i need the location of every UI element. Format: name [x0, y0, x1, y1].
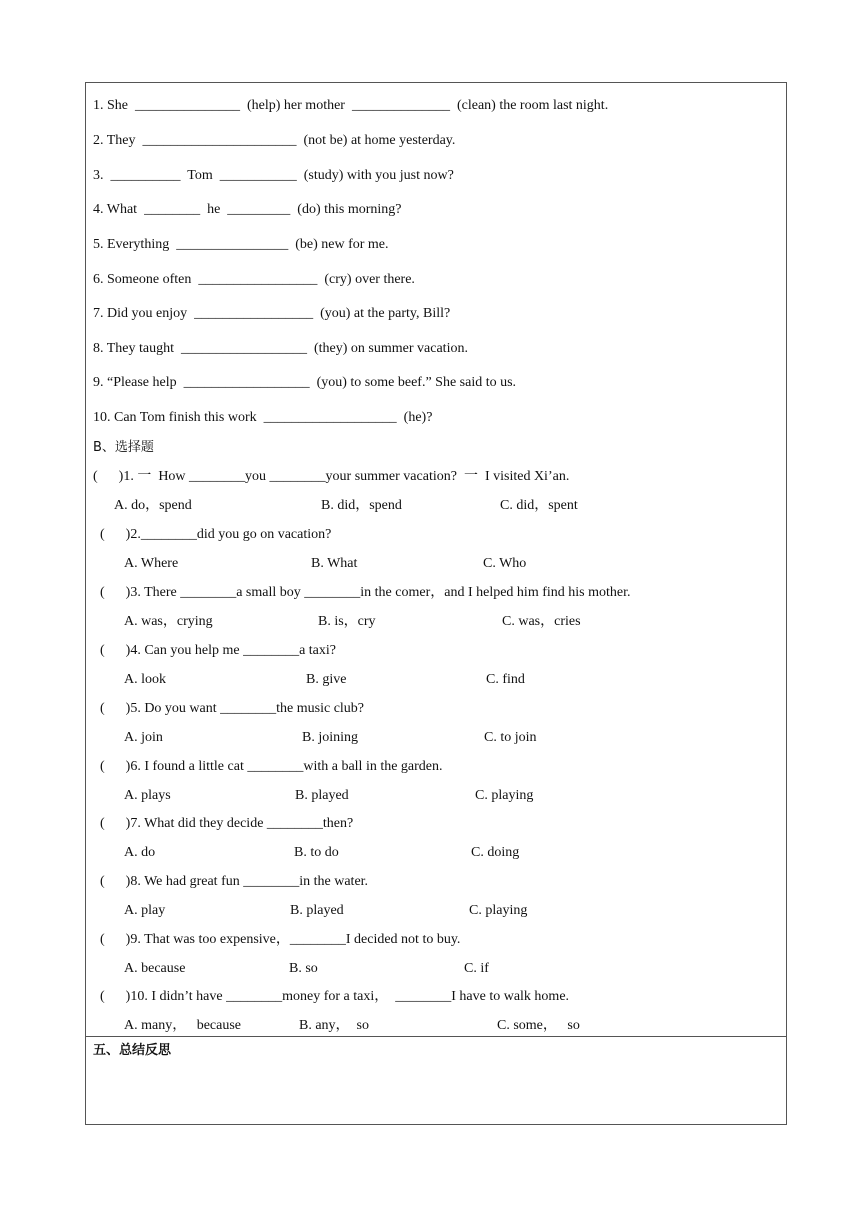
choice-option-b: B. played	[290, 903, 344, 918]
choice-option-c: C. did，spent	[500, 498, 578, 513]
choice-option-a: A. plays	[124, 788, 171, 803]
choice-question-3: ( )3. There ________a small boy ________in the comer，and I helped him find his mother.	[100, 585, 631, 600]
choice-option-b: B. What	[311, 556, 358, 571]
choice-option-b: B. so	[289, 961, 318, 976]
choice-question-7: ( )7. What did they decide ________then?	[100, 816, 354, 831]
fill-in-question-10: 10. Can Tom finish this work ___________________ (he)?	[93, 410, 433, 425]
choice-question-10: ( )10. I didn’t have ________money for a taxi， ________I have to walk home.	[100, 989, 570, 1004]
section-b-title: B、选择题	[93, 440, 154, 455]
choice-option-c: C. doing	[471, 845, 520, 860]
choice-option-a: A. do，spend	[114, 498, 192, 513]
choice-option-a: A. many， because	[124, 1018, 242, 1033]
choice-option-a: A. play	[124, 903, 166, 918]
choice-option-a: A. Where	[124, 556, 179, 571]
choice-option-c: C. was，cries	[502, 614, 581, 629]
choice-option-b: B. any， so	[299, 1018, 369, 1033]
choice-option-b: B. is，cry	[318, 614, 376, 629]
fill-in-question-7: 7. Did you enjoy _________________ (you) at the party, Bill?	[93, 306, 451, 321]
choice-question-6: ( )6. I found a little cat ________with a ball in the garden.	[100, 759, 443, 774]
fill-in-question-2: 2. They ______________________ (not be) at home yesterday.	[93, 133, 456, 148]
choice-option-b: B. to do	[294, 845, 339, 860]
choice-option-c: C. Who	[483, 556, 527, 571]
choice-question-1: ( )1. 一 How ________you ________your summer vacation? 一 I visited Xi’an.	[93, 469, 570, 484]
fill-in-question-9: 9. “Please help __________________ (you) to some beef.” She said to us.	[93, 375, 517, 390]
choice-option-c: C. find	[486, 672, 525, 687]
fill-in-question-3: 3. __________ Tom ___________ (study) with you just now?	[93, 168, 454, 183]
choice-option-a: A. join	[124, 730, 163, 745]
section-divider	[85, 1036, 787, 1037]
choice-option-b: B. give	[306, 672, 347, 687]
fill-in-question-8: 8. They taught __________________ (they) on summer vacation.	[93, 341, 468, 356]
fill-in-question-5: 5. Everything ________________ (be) new for me.	[93, 237, 389, 252]
choice-question-9: ( )9. That was too expensive，________I decided not to buy.	[100, 932, 461, 947]
summary-title: 五、总结反思	[93, 1043, 172, 1058]
choice-option-b: B. did，spend	[321, 498, 402, 513]
choice-option-a: A. was，crying	[124, 614, 213, 629]
choice-question-8: ( )8. We had great fun ________in the water.	[100, 874, 369, 889]
choice-option-c: C. playing	[475, 788, 534, 803]
choice-question-5: ( )5. Do you want ________the music club?	[100, 701, 365, 716]
choice-question-4: ( )4. Can you help me ________a taxi?	[100, 643, 337, 658]
choice-option-c: C. to join	[484, 730, 537, 745]
fill-in-question-6: 6. Someone often _________________ (cry) over there.	[93, 272, 415, 287]
fill-in-question-4: 4. What ________ he _________ (do) this morning?	[93, 202, 402, 217]
choice-option-c: C. some， so	[497, 1018, 580, 1033]
choice-question-2: ( )2.________did you go on vacation?	[100, 527, 332, 542]
choice-option-c: C. playing	[469, 903, 528, 918]
choice-option-c: C. if	[464, 961, 489, 976]
choice-option-a: A. because	[124, 961, 186, 976]
choice-option-a: A. look	[124, 672, 166, 687]
choice-option-b: B. joining	[302, 730, 359, 745]
choice-option-a: A. do	[124, 845, 156, 860]
choice-option-b: B. played	[295, 788, 349, 803]
fill-in-question-1: 1. She _______________ (help) her mother ______________ (clean) the room last night.	[93, 98, 609, 113]
